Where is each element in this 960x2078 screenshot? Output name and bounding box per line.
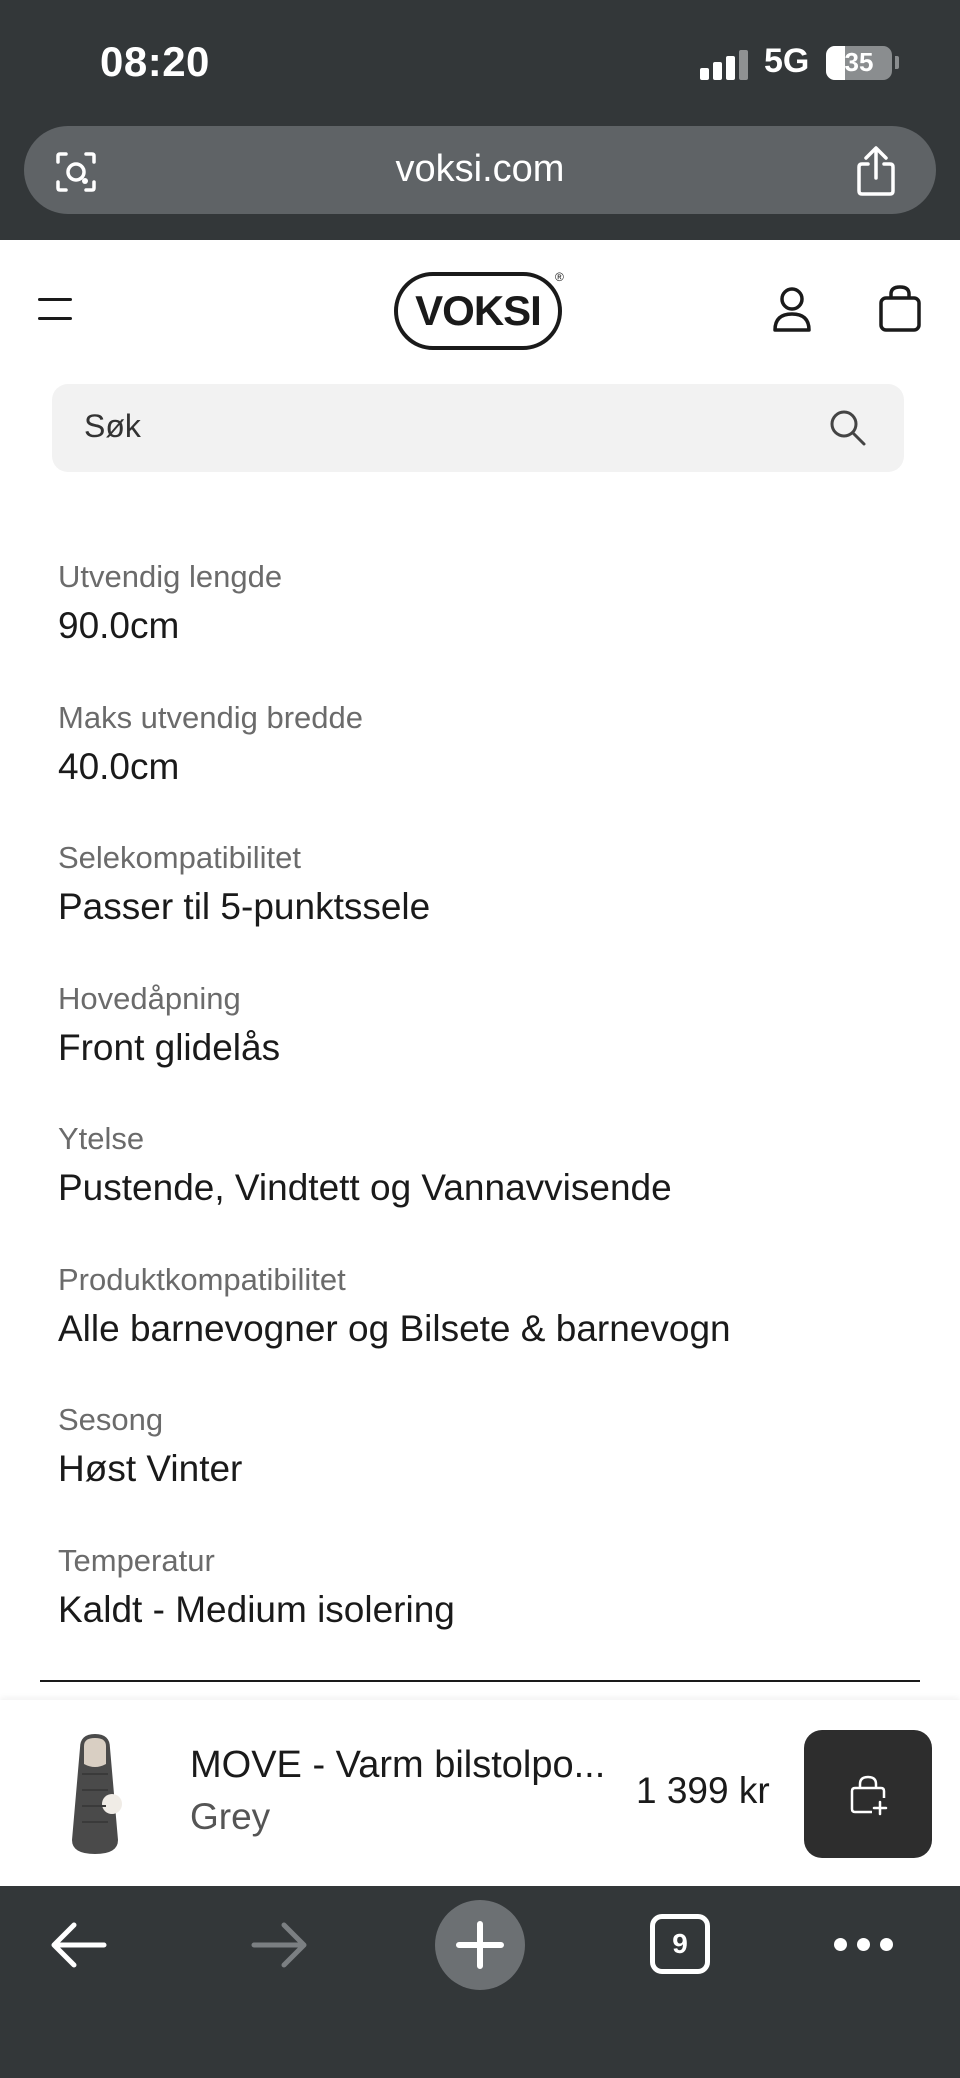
bag-icon[interactable] bbox=[878, 284, 922, 332]
search-icon[interactable] bbox=[828, 408, 868, 448]
spec-item bbox=[58, 1251, 918, 1392]
search-bar[interactable] bbox=[52, 384, 904, 472]
signal-icon bbox=[700, 48, 750, 80]
voksi-logo[interactable] bbox=[394, 272, 562, 350]
spec-item bbox=[58, 1110, 918, 1251]
logo-registered-mark: ® bbox=[555, 270, 564, 284]
spec-label: Sesong bbox=[58, 1402, 164, 1437]
spec-label: Temperatur bbox=[58, 1542, 215, 1578]
site-header bbox=[0, 240, 960, 380]
tabs-button[interactable] bbox=[650, 1914, 710, 1974]
spec-value: 40.0cm bbox=[58, 745, 180, 787]
new-tab-button[interactable] bbox=[435, 1900, 525, 1990]
menu-icon[interactable] bbox=[38, 296, 74, 322]
spec-item bbox=[58, 829, 918, 970]
spec-label: Utvendig lengde bbox=[58, 559, 283, 594]
battery-icon bbox=[826, 46, 892, 80]
product-price: 1 399 kr bbox=[636, 1770, 770, 1811]
battery-level: 35 bbox=[844, 47, 874, 77]
product-specs bbox=[58, 548, 918, 1672]
spec-value: Høst Vinter bbox=[58, 1448, 243, 1489]
spec-value: Kaldt - Medium isolering bbox=[58, 1588, 455, 1630]
spec-label: Produktkompatibilitet bbox=[58, 1261, 346, 1297]
add-to-cart-button[interactable] bbox=[804, 1730, 932, 1858]
product-variant: Grey bbox=[190, 1796, 271, 1837]
search-input[interactable]: Søk bbox=[84, 408, 141, 444]
spec-label: Maks utvendig bredde bbox=[58, 699, 364, 735]
spec-label: Hovedåpning bbox=[58, 980, 241, 1016]
spec-item bbox=[58, 1532, 918, 1673]
sticky-product-bar bbox=[0, 1700, 960, 1886]
product-name[interactable]: MOVE - Varm bilstolpo... bbox=[190, 1744, 606, 1786]
back-arrow-icon[interactable] bbox=[48, 1920, 108, 1970]
tab-count: 9 bbox=[672, 1928, 688, 1959]
more-icon[interactable] bbox=[834, 1938, 894, 1952]
share-icon[interactable] bbox=[854, 146, 898, 196]
spec-value: 90.0cm bbox=[58, 605, 180, 646]
spec-value: Pustende, Vindtett og Vannavvisende bbox=[58, 1167, 672, 1208]
spec-value: Passer til 5-punktssele bbox=[58, 886, 431, 927]
spec-item bbox=[58, 548, 918, 689]
browser-toolbar bbox=[0, 122, 960, 240]
url-text[interactable]: voksi.com bbox=[395, 148, 565, 190]
spec-item bbox=[58, 689, 918, 830]
spec-value: Front glidelås bbox=[58, 1026, 281, 1068]
status-time: 08:20 bbox=[100, 38, 210, 85]
spec-item bbox=[58, 970, 918, 1111]
user-icon[interactable] bbox=[772, 286, 812, 332]
section-divider bbox=[40, 1680, 920, 1682]
address-bar[interactable] bbox=[24, 126, 936, 214]
product-thumbnail[interactable] bbox=[62, 1730, 128, 1858]
spec-label: Ytelse bbox=[58, 1121, 145, 1156]
network-label: 5G bbox=[764, 42, 810, 80]
logo-text: VOKSI bbox=[415, 287, 541, 334]
plus-icon bbox=[435, 1900, 525, 1990]
status-bar bbox=[0, 0, 960, 122]
spec-label: Selekompatibilitet bbox=[58, 840, 301, 875]
browser-bottom-bar bbox=[0, 1886, 960, 2078]
add-to-cart-icon bbox=[848, 1774, 888, 1816]
spec-item bbox=[58, 1391, 918, 1532]
forward-arrow-icon[interactable] bbox=[250, 1920, 310, 1970]
spec-value: Alle barnevogner og Bilsete & barnevogn bbox=[58, 1307, 731, 1349]
battery-tip bbox=[895, 56, 899, 69]
